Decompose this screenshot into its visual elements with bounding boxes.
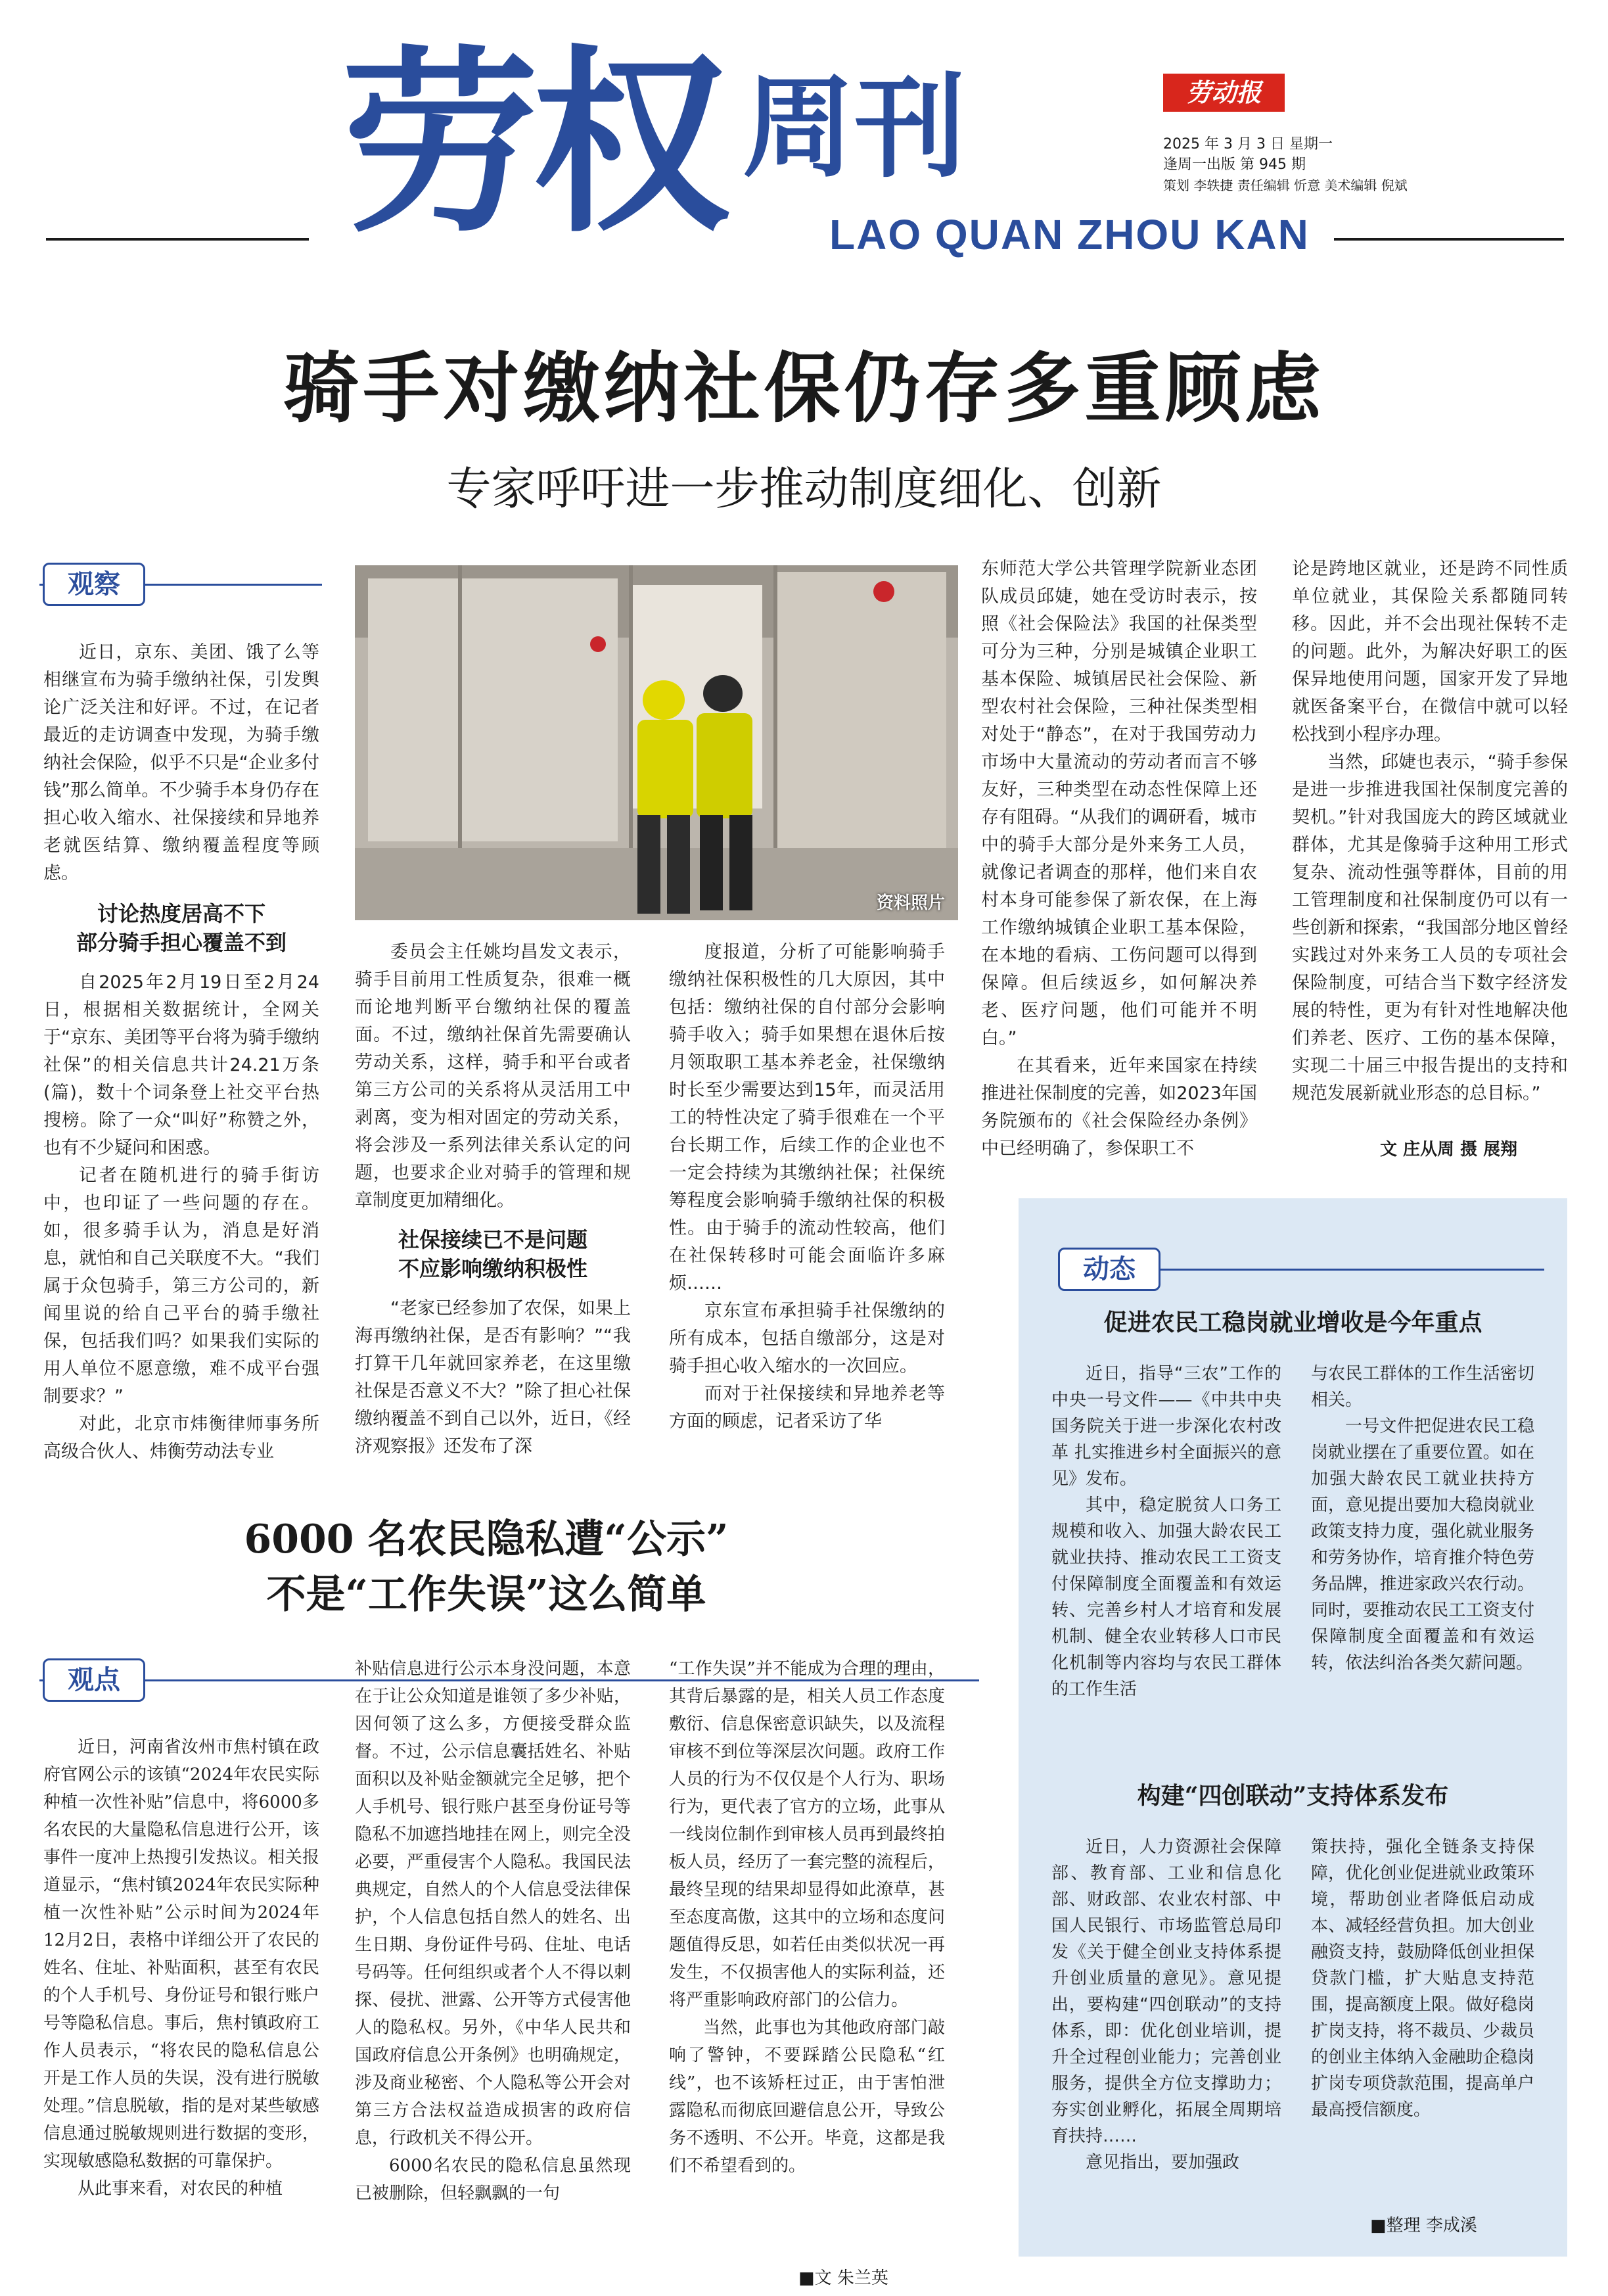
paragraph: 对此，北京市炜衡律师事务所高级合伙人、炜衡劳动法专业 [43, 1414, 319, 1462]
riders-photo-illustration [355, 565, 958, 920]
paragraph: 东师范大学公共管理学院新业态团队成员邱婕，她在受访时表示，按照《社会保险法》我国的社保类型可分为三种，分别是城镇企业职工基本保险、城镇居民社会保险、新型农村社会保险，三种社保类型相对处于“静态”，在对于我国劳动力市场中大量流动的劳动者而言不够友好，三种类型在动态性保障上还存有阻碍。“从我们的调研看，城市中的骑手大部分是外来务工人员，就像记者调查的那样，他们来自农村本身可能参保了新农保，在上海工作缴纳城镇企业职工基本保险，在本地的看病、工伤问题可以得到保障。但后续返乡，如何解决养老、医疗问题，他们可能并不明白。” [981, 559, 1257, 1048]
paragraph: 论是跨地区就业，还是跨不同性质单位就业，其保险关系都随同转移。因此，并不会出现社保转不走的问题。此外，为解决好职工的医保异地使用问题，国家开发了异地就医备案平台，在微信中就可以轻松找到小程序办理。 [1292, 559, 1568, 745]
news-item2-title: 构建“四创联动”支持体系发布 [1137, 1782, 1449, 1810]
paragraph: “老家已经参加了农保，如果上海再缴纳社保，是否有影响？”“我打算干几年就回家养老，在这里缴社保是否意义不大？”除了担心社保缴纳覆盖不到自己以外，近日，《经济观察报》还发布了深 [355, 1298, 631, 1457]
news-credit: ■整理 李成溪 [1370, 2216, 1477, 2236]
paragraph: 在其看来，近年来国家在持续推进社保制度的完善，如2023年国务院颁布的《社会保险经办条例》中已经明确了，参保职工不 [981, 1056, 1257, 1159]
subheading-1: 讨论热度居高不下 部分骑手担心覆盖不到 [76, 901, 287, 955]
paragraph: 补贴信息进行公示本身没问题，本意在于让公众知道是谁领了多少补贴，因何领了这么多，方便接受群众监督。不过，公示信息囊括姓名、补贴面积以及补贴金额就完全足够，把个人手机号、银行账户甚至身份证号等隐私不加遮挡地挂在网上，则完全没必要，严重侵害个人隐私。我国民法典规定，自然人的个人信息受法律保护，个人信息包括自然人的姓名、出生日期、身份证件号码、住址、电话号码等。任何组织或者个人不得以刺探、侵扰、泄露、公开等方式侵害他人的隐私权。另外，《中华人民共和国政府信息公开条例》也明确规定，涉及商业秘密、个人隐私等公开会对第三方合法权益造成损害的政府信息，行政机关不得公开。 [355, 1659, 631, 2148]
main-col2-body [355, 939, 631, 1215]
paragraph: 京东宣布承担骑手社保缴纳的所有成本，包括自缴部分，这是对骑手担心收入缩水的一次回应。 [669, 1301, 945, 1376]
main-credit: 文 庄从周 摄 展翔 [1380, 1140, 1518, 1160]
paragraph: 一号文件把促进农民工稳岗就业摆在了重要位置。如在加强大龄农民工就业扶持方面，意见提出要加大稳岗就业政策支持力度，强化就业服务和劳务协作，培育推介特色劳务品牌，推进家政兴农行动。同时，要推动农民工工资支付保障制度全面覆盖和有效运转，依法纠治各类欠薪问题。 [1311, 1417, 1534, 1673]
news-tag: 动态 [1058, 1248, 1160, 1291]
news-item2-col2 [1311, 1834, 1534, 2123]
paragraph: 近日，河南省汝州市焦村镇在政府官网公示的该镇“2024年农民实际种植一次性补贴”信息中，将6000多名农民的大量隐私信息进行公开，该事件一度冲上热搜引发热议。相关报道显示，“焦村镇2024年农民实际种植一次性补贴”公示时间为2024年12月2日，表格中详细公开了农民的姓名、住址、补贴面积，甚至有农民的个人手机号、身份证号和银行账户号等隐私信息。事后，焦村镇政府工作人员表示，“将农民的隐私信息公开是工作人员的失误，没有进行脱敏处理。”信息脱敏，指的是对某些敏感信息通过脱敏规则进行数据的变形，实现敏感隐私数据的可靠保护。 [43, 1737, 319, 2171]
riders-photo [355, 565, 958, 920]
subheading-2: 社保接续已不是问题 不应影响缴纳积极性 [398, 1227, 587, 1281]
main-subheadline: 专家呼吁进一步推动制度细化、创新 [446, 463, 1162, 515]
opinion-tag: 观点 [43, 1658, 145, 1702]
paragraph: 策扶持，强化全链条支持保障，优化创业促进就业政策环境，帮助创业者降低启动成本、减轻经营负担。加大创业融资支持，鼓励降低创业担保贷款门槛，扩大贴息支持范围，提高额度上限。做好稳岗扩岗支持，将不裁员、少裁员的创业主体纳入金融助企稳岗扩岗专项贷款范围，提高单户最高授信额度。 [1311, 1837, 1534, 2120]
masthead-rule-left [46, 238, 309, 241]
news-item1-title: 促进农民工稳岗就业增收是今年重点 [1103, 1309, 1482, 1336]
issue-date: 2025 年 3 月 3 日 星期一 [1163, 136, 1333, 152]
newspaper-logo: 劳动报 [1163, 74, 1285, 112]
news-item1-col2 [1311, 1361, 1534, 1676]
observation-tag: 观察 [43, 563, 145, 606]
main-col5-body [1292, 555, 1568, 1108]
opinion-col3-body [669, 1655, 945, 2180]
opinion-col1-body [43, 1733, 319, 2203]
opinion-credit: ■文 朱兰英 [798, 2268, 888, 2288]
paragraph: 近日，京东、美团、饿了么等相继宣布为骑手缴纳社保，引发舆论广泛关注和好评。不过，在记者最近的走访调查中发现，为骑手缴纳社会保险，似乎不只是“企业多付钱”那么简单。不少骑手本身仍存在担心收入缩水、社保接续和异地养老就医结算、缴纳覆盖程度等顾虑。 [43, 642, 319, 883]
issue-staff: 策划 李轶捷 责任编辑 忻意 美术编辑 倪斌 [1163, 177, 1408, 193]
main-col3-body [669, 939, 945, 1436]
paragraph: 与农民工群体的工作生活密切相关。 [1311, 1364, 1534, 1410]
photo-caption: 资料照片 [876, 893, 945, 913]
masthead-rule-right [1334, 238, 1564, 241]
main-col2-body-2 [355, 1295, 631, 1461]
paragraph: 记者在随机进行的骑手街访中，也印证了一些问题的存在。如，很多骑手认为，消息是好消息，就怕和自己关联度不大。“我们属于众包骑手，第三方公司的，新闻里说的给自己平台的骑手缴社保，包括我们吗？如果我们实际的用人单位不愿意缴，难不成平台强制要求？” [43, 1165, 319, 1407]
paragraph: 意见指出，要加强政 [1086, 2153, 1240, 2172]
paragraph: 而对于社保接续和异地养老等方面的顾虑，记者采访了华 [669, 1384, 945, 1432]
main-col1-body [43, 969, 319, 1466]
issue-edition: 逢周一出版 第 945 期 [1163, 156, 1306, 173]
opinion-headline: 6000 名农民隐私遭“公示” 不是“工作失误”这么简单 [244, 1516, 729, 1618]
paragraph: 近日，指导“三农”工作的中央一号文件——《中共中央 国务院关于进一步深化农村改革 扎实推进乡村全面振兴的意见》发布。 [1051, 1364, 1281, 1489]
opinion-col2-body [355, 1655, 631, 2207]
paragraph: 度报道，分析了可能影响骑手缴纳社保积极性的几大原因，其中包括：缴纳社保的自付部分会影响骑手收入；骑手如果想在退休后按月领取职工基本养老金，社保缴纳时长至少需要达到15年，而灵活用工的特性决定了骑手很难在一个平台长期工作，后续工作的企业也不一定会持续为其缴纳社保；社保统筹程度会影响骑手缴纳社保的积极性。由于骑手的流动性较高，他们在社保转移时可能会面临许多麻烦…… [669, 942, 945, 1294]
main-col1-intro [43, 639, 319, 887]
paragraph: 当然，此事也为其他政府部门敲响了警钟，不要踩踏公民隐私“红线”，也不该矫枉过正，由于害怕泄露隐私而彻底回避信息公开，导致公务不透明、不公开。毕竟，这都是我们不希望看到的。 [669, 2018, 945, 2176]
paragraph: 其中，稳定脱贫人口务工规模和收入、加强大龄农民工就业扶持、推动农民工工资支付保障制度全面覆盖和有效运转、完善乡村人才培育和发展机制、健全农业转移人口市民化机制等内容均与农民工群体的工作生活 [1051, 1495, 1281, 1699]
main-col4-body [981, 555, 1257, 1163]
paragraph: 6000名农民的隐私信息虽然现已被删除，但轻飘飘的一句 [355, 2156, 631, 2203]
paragraph: 当然，邱婕也表示，“骑手参保是进一步推进我国社保制度完善的契机。”针对我国庞大的跨区域就业群体，尤其是像骑手这种用工形式复杂、流动性强等群体，目前的用工管理制度和社保制度仍可以有一些创新和探索，“我国部分地区曾经实践过对外来务工人员的专项社会保险制度，可结合当下数字经济发展的特性，更为有针对性地解决他们养老、医疗、工伤的基本保障，实现二十届三中报告提出的支持和规范发展新就业形态的总目标。” [1292, 752, 1568, 1104]
news-item2-col1 [1051, 1834, 1281, 2176]
news-item1-col1 [1051, 1361, 1281, 1702]
paragraph: “工作失误”并不能成为合理的理由，其背后暴露的是，相关人员工作态度敷衍、信息保密意识缺失，以及流程审核不到位等深层次问题。政府工作人员的行为不仅仅是个人行为、职场行为，更代表了官方的立场，此事从一线岗位制作到审核人员再到最终拍板人员，经历了一套完整的流程后，最终呈现的结果却显得如此潦草，甚至态度高傲，这其中的立场和态度问题值得反思，如若任由类似状况一再发生，不仅损害他人的实际利益，还将严重影响政府部门的公信力。 [669, 1659, 945, 2010]
masthead-title-weekly: 周刊 [743, 63, 967, 193]
paragraph: 近日，人力资源社会保障部、教育部、工业和信息化部、财政部、农业农村部、中国人民银行、市场监管总局印发《关于健全创业支持体系提升创业质量的意见》。意见提出，要构建“四创联动”的支持体系，即：优化创业培训，提升全过程创业能力；完善创业服务，提供全方位支撑助力；夯实创业孵化，拓展全周期培育扶持…… [1051, 1837, 1281, 2146]
paragraph: 委员会主任姚均昌发文表示，骑手目前用工性质复杂，很难一概而论地判断平台缴纳社保的覆盖面。不过，缴纳社保首先需要确认劳动关系，这样，骑手和平台或者第三方公司的关系将从灵活用工中剥离，变为相对固定的劳动关系，将会涉及一系列法律关系认定的问题，也要求企业对骑手的管理和规章制度更加精细化。 [355, 942, 631, 1211]
masthead-english: LAO QUAN ZHOU KAN [829, 211, 1310, 258]
paragraph: 自2025年2月19日至2月24日，根据相关数据统计，全网关于“京东、美团等平台将为骑手缴纳社保”的相关信息共计24.21万条(篇)，数十个词条登上社交平台热搜榜。除了一众“叫好”称赞之外，也有不少疑问和困惑。 [43, 972, 319, 1158]
paragraph: 从此事来看，对农民的种植 [78, 2179, 283, 2199]
main-headline: 骑手对缴纳社保仍存多重顾虑 [283, 344, 1325, 433]
masthead-title: 劳权 [342, 30, 723, 259]
